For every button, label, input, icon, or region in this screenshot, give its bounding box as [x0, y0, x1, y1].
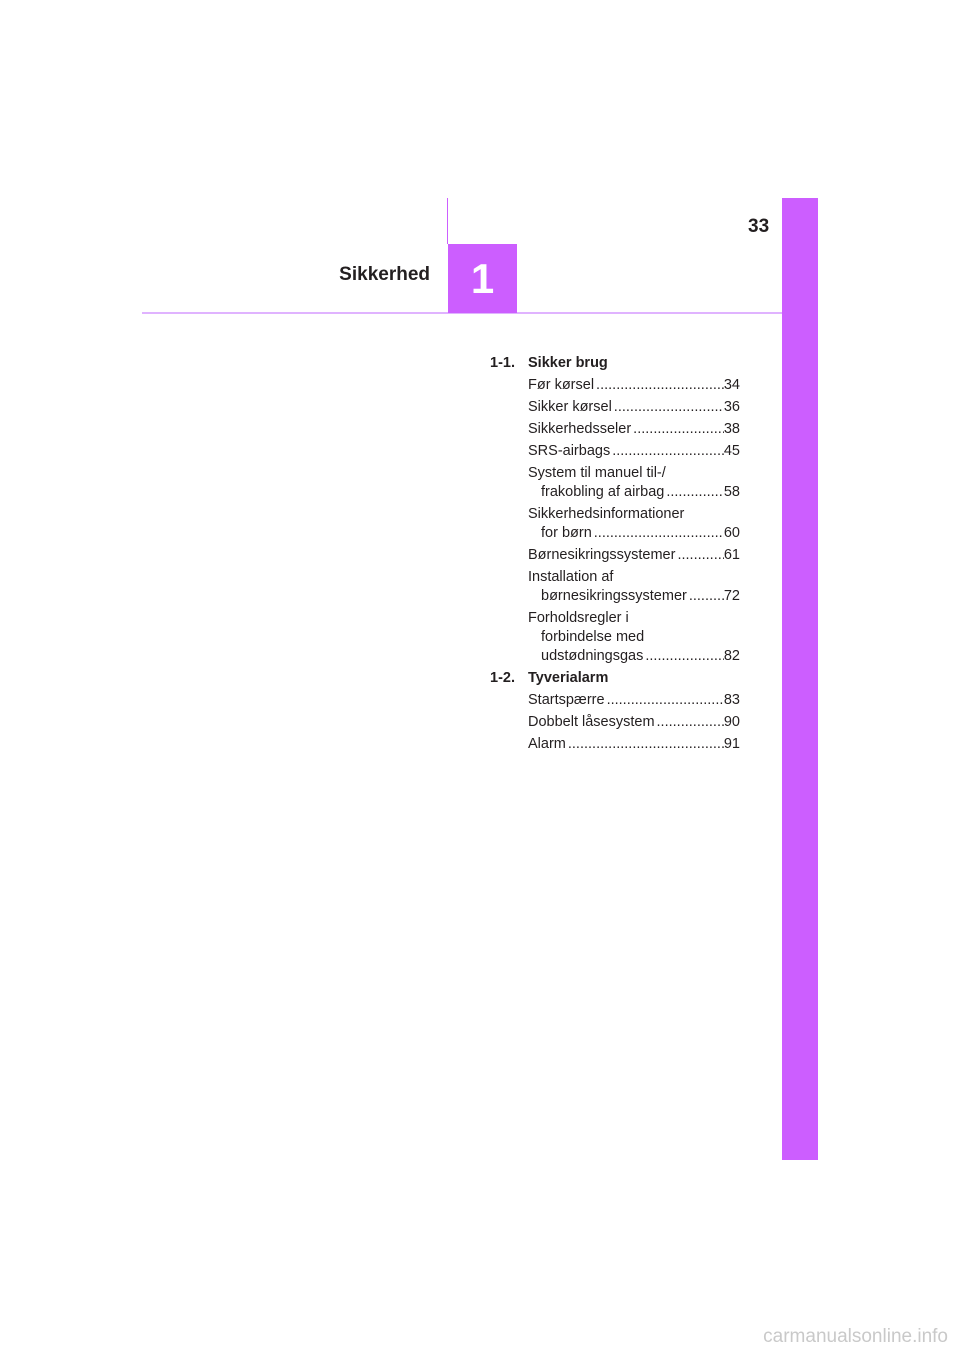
toc-entry-page: 45 — [723, 443, 740, 459]
toc-entry[interactable] — [528, 420, 740, 439]
toc-entry[interactable] — [528, 464, 740, 502]
watermark: carmanualsonline.info — [763, 1326, 948, 1347]
toc-entry[interactable] — [528, 546, 740, 565]
toc-entry-page: 60 — [723, 525, 740, 541]
dot-leader — [596, 376, 724, 395]
toc-entry-page: 58 — [723, 484, 740, 500]
toc-entry-title — [528, 442, 724, 461]
toc-entry-page: 61 — [723, 547, 740, 563]
toc-entry-title-line: Børnesikringssystemer — [528, 547, 676, 563]
dot-leader — [689, 587, 724, 606]
toc-entry-title-line: Installation af — [528, 569, 614, 585]
toc-entry[interactable] — [528, 376, 740, 395]
toc-section-heading[interactable] — [490, 669, 740, 688]
toc-entry[interactable] — [528, 713, 740, 732]
toc-entry-title — [528, 546, 724, 565]
toc-entry-page: 34 — [723, 377, 740, 393]
table-of-contents — [490, 354, 740, 757]
toc-entry-title-line: frakobling af airbag — [541, 484, 665, 500]
toc-entry-title-line: Alarm — [528, 736, 566, 752]
toc-entry-page: 82 — [723, 648, 740, 664]
toc-entry-title-line: SRS-airbags — [528, 443, 611, 459]
dot-leader — [568, 735, 724, 754]
toc-entry-title-line: Sikker kørsel — [528, 399, 612, 415]
toc-entry[interactable] — [528, 568, 740, 606]
toc-section-heading[interactable] — [490, 354, 740, 373]
toc-entry-title — [528, 735, 724, 754]
toc-entry-title — [528, 464, 724, 502]
toc-entry-title — [528, 609, 724, 666]
toc-entry[interactable] — [528, 609, 740, 666]
toc-entry[interactable] — [528, 691, 740, 710]
toc-entry-title — [528, 376, 724, 395]
page-number: 33 — [748, 216, 770, 237]
toc-entry-title-line: Startspærre — [528, 692, 605, 708]
toc-section-title: Tyverialarm — [528, 670, 609, 686]
toc-entry-title-line: Sikkerhedsinformationer — [528, 506, 685, 522]
toc-entry-page: 90 — [723, 714, 740, 730]
dot-leader — [666, 483, 724, 502]
toc-section-title: Sikker brug — [528, 355, 608, 371]
toc-entry-title — [528, 713, 724, 732]
toc-entry[interactable] — [528, 735, 740, 754]
toc-entry-title-line: Før kørsel — [528, 377, 595, 393]
toc-entry-title-line: Forholdsregler i — [528, 610, 629, 626]
dot-leader — [612, 442, 724, 461]
toc-entry-title-line: for børn — [541, 525, 592, 541]
dot-leader — [594, 524, 724, 543]
toc-section — [490, 354, 740, 666]
toc-entry-title — [528, 691, 724, 710]
toc-entry-page: 72 — [723, 588, 740, 604]
dot-leader — [633, 420, 724, 439]
dot-leader — [614, 398, 724, 417]
toc-entry[interactable] — [528, 505, 740, 543]
toc-entry-title-line: Dobbelt låsesystem — [528, 714, 655, 730]
toc-entry-page: 91 — [723, 736, 740, 752]
dot-leader — [657, 713, 724, 732]
toc-entry-title-line: forbindelse med — [541, 629, 645, 645]
toc-entry-title — [528, 505, 724, 543]
toc-entry-title-line: udstødningsgas — [541, 648, 644, 664]
header-vertical-rule — [447, 198, 448, 244]
toc-section — [490, 669, 740, 754]
dot-leader — [607, 691, 724, 710]
toc-entry[interactable] — [528, 398, 740, 417]
toc-entry-page: 36 — [723, 399, 740, 415]
toc-entry-title-line: Sikkerhedsseler — [528, 421, 632, 437]
toc-section-number: 1-2. — [490, 670, 515, 686]
toc-entry-title-line: System til manuel til-/ — [528, 465, 666, 481]
toc-entry[interactable] — [528, 442, 740, 461]
dot-leader — [677, 546, 723, 565]
chapter-number-box — [448, 244, 517, 313]
toc-entry-title — [528, 398, 724, 417]
dot-leader — [645, 647, 723, 666]
toc-section-number: 1-1. — [490, 355, 515, 371]
toc-entry-title-line: børnesikringssystemer — [541, 588, 687, 604]
chapter-title: Sikkerhed — [339, 264, 430, 285]
chapter-side-tab — [782, 198, 818, 1160]
chapter-number: 1 — [470, 254, 495, 302]
toc-entry-page: 38 — [723, 421, 740, 437]
toc-entry-page: 83 — [723, 692, 740, 708]
toc-entry-title — [528, 420, 724, 439]
toc-entry-title — [528, 568, 724, 606]
